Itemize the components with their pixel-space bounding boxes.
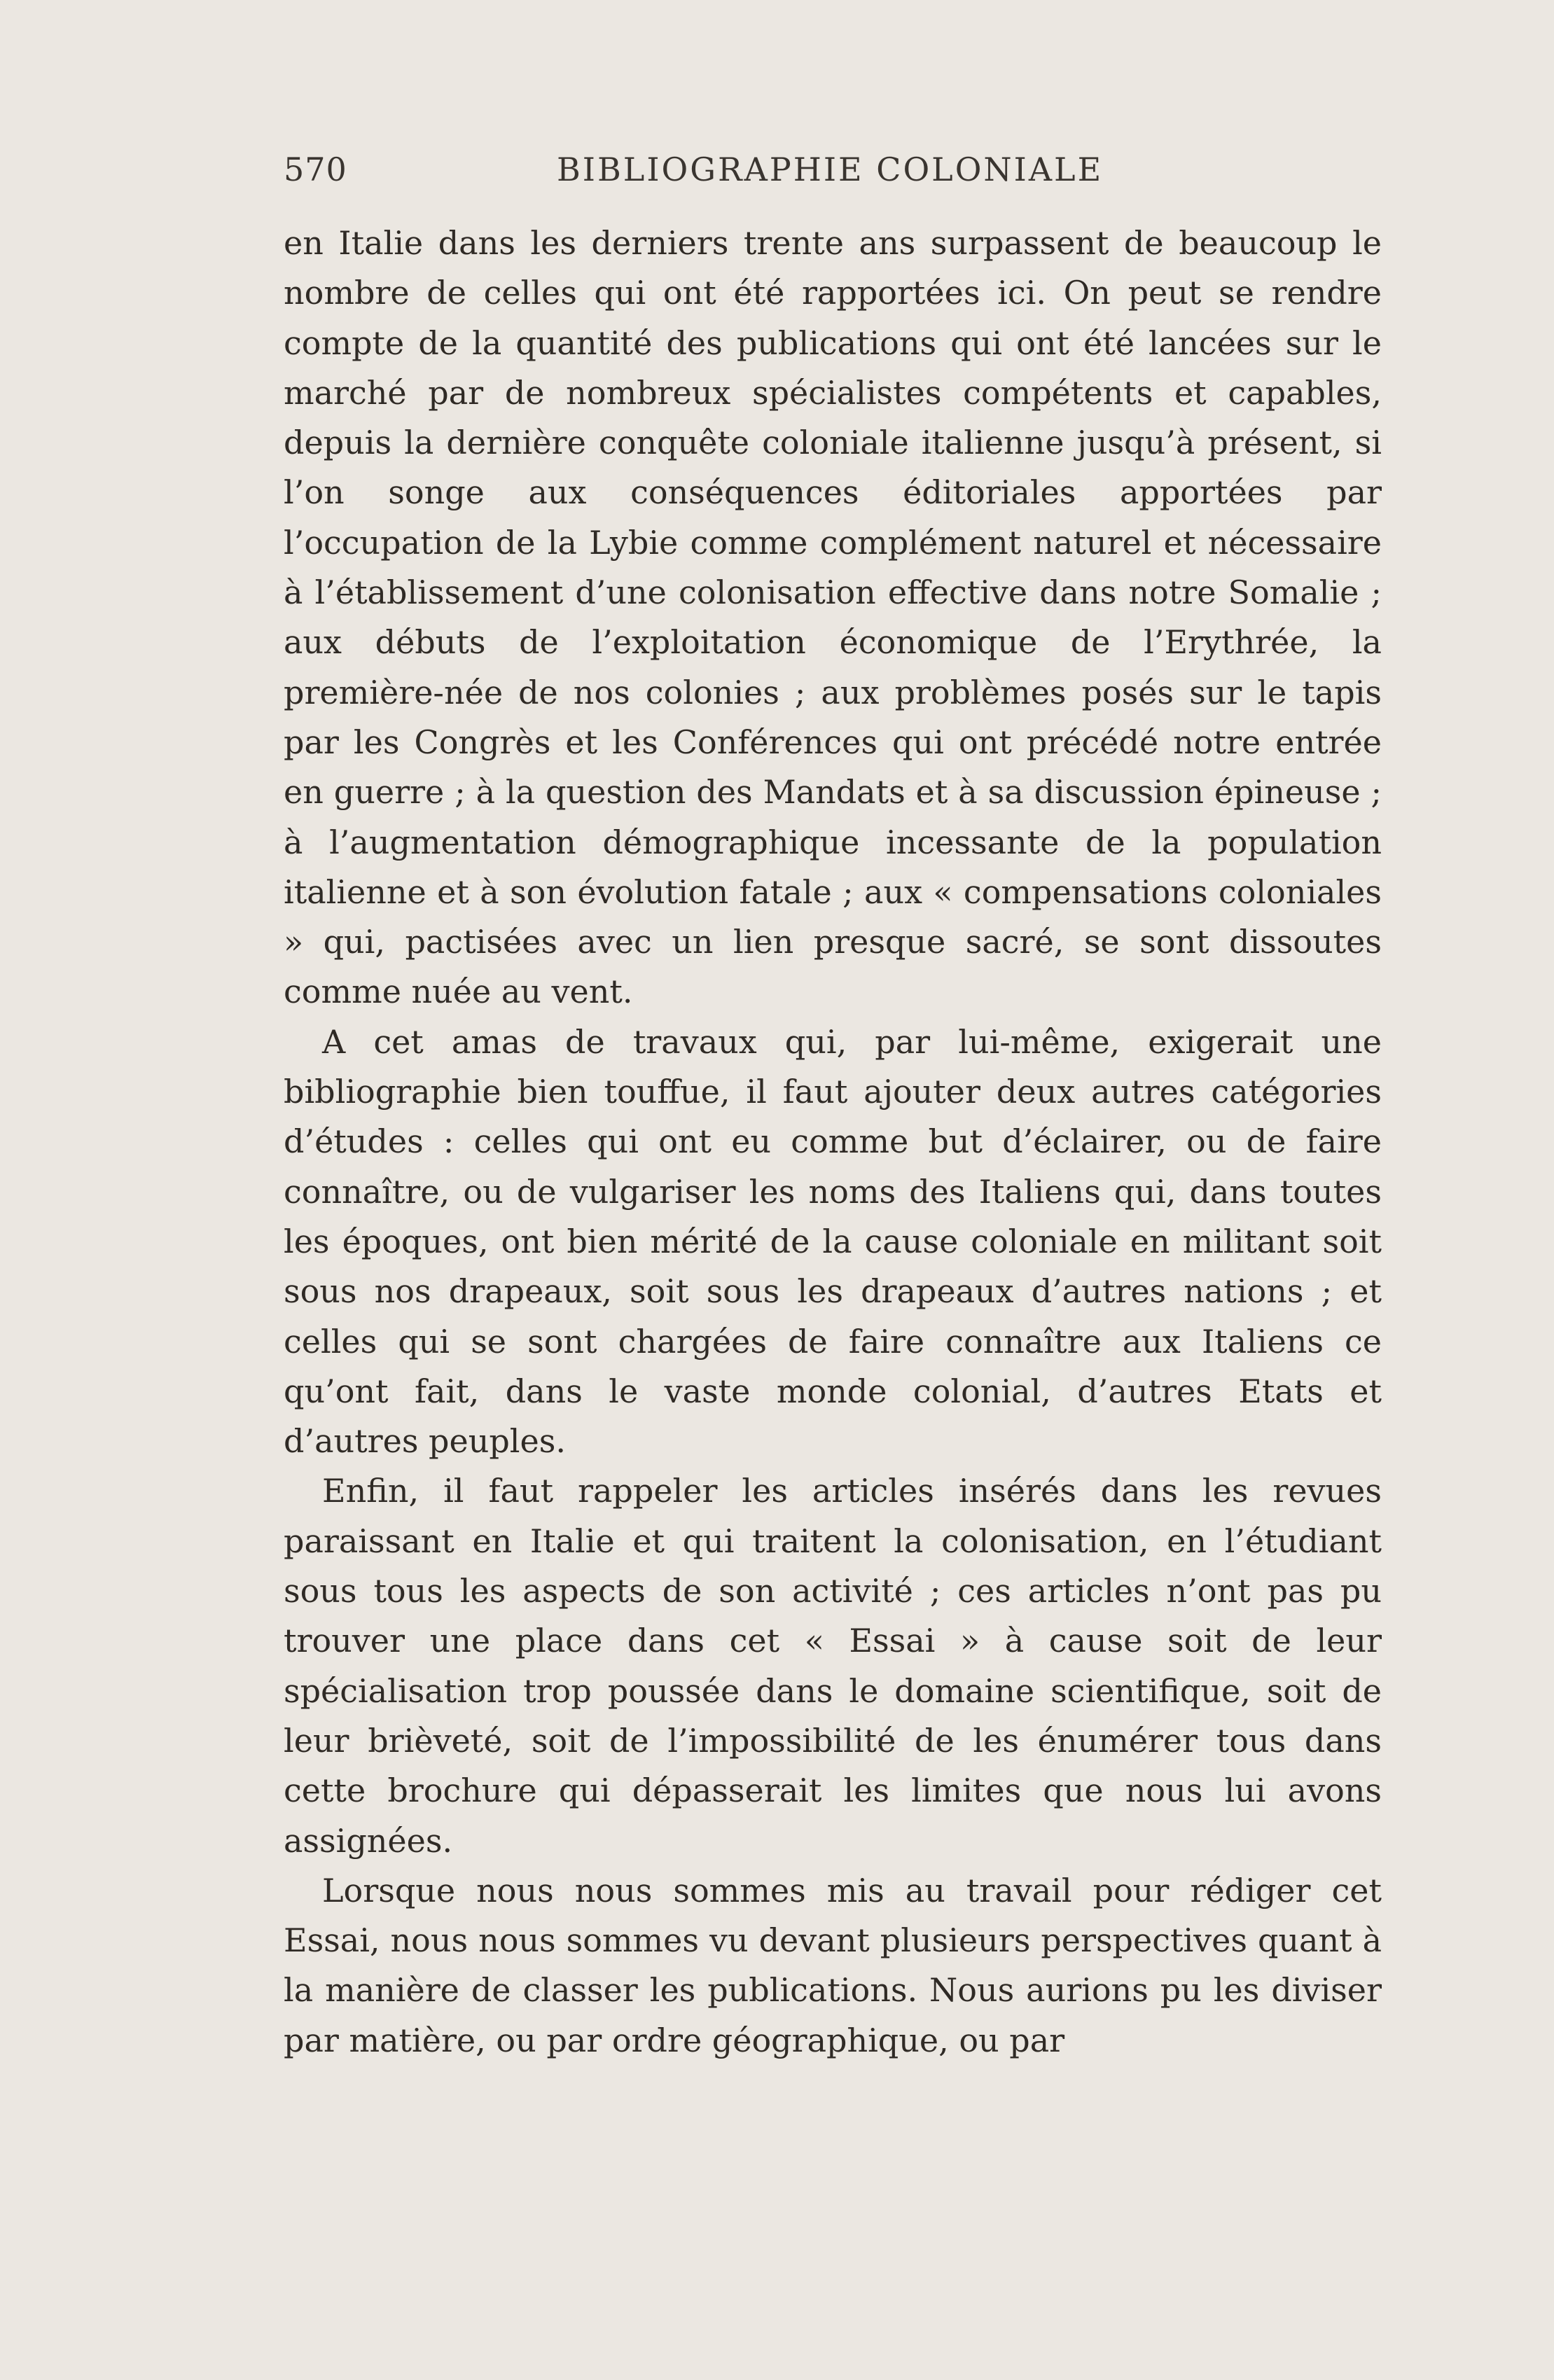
paragraph: A cet amas de travaux qui, par lui-même, exigerait une bibliographie bien touffue, il faut ajouter deux autres catégories d’études : celles qui ont eu comme but d’éclairer, ou de faire connaître, ou de vulgariser les noms des Italiens qui, dans toutes les époques, ont bien mérité de la cause coloniale en militant soit sous nos drapeaux, soit sous les drapeaux d’autres nations ; et celles qui se sont chargées de faire connaître aux Italiens ce qu’ont fait, dans le vaste monde colonial, d’autres Etats et d’autres peuples. <box>284 1022 1382 1461</box>
page-number: 570 <box>284 151 347 188</box>
paragraph: en Italie dans les derniers trente ans surpassent de beaucoup le nombre de celles qui ont été rapportées ici. On peut se rendre compte de la quantité des publications qui ont été lancées sur le marché par de nombreux spécialistes compétents et capables, depuis la dernière conquête coloniale italienne jusqu’à présent, si l’on songe aux conséquences éditoriales apportées par l’occupation de la Lybie comme complément naturel et nécessaire à l’établissement d’une colonisation effective dans notre Somalie ; aux débuts de l’exploitation économique de l’Erythrée, la première-née de nos colonies ; aux problèmes posés sur le tapis par les Congrès et les Conférences qui ont précédé notre entrée en guerre ; à la question des Mandats et à sa discussion épineuse ; à l’augmentation démographique incessante de la population italienne et à son évolution fatale ; aux « compensations coloniales » qui, pactisées avec un lien presque sacré, se sont dissoutes comme nuée au vent. <box>284 224 1382 1011</box>
paragraph: Lorsque nous nous sommes mis au travail pour rédiger cet Essai, nous nous sommes vu devant plusieurs perspectives quant à la manière de classer les publications. Nous aurions pu les diviser par matière, ou par ordre géographique, ou par <box>284 1871 1382 2059</box>
body-text <box>284 218 1382 2066</box>
running-head <box>284 151 1390 200</box>
running-title: BIBLIOGRAPHIE COLONIALE <box>557 151 1104 188</box>
paragraph: Enfin, il faut rappeler les articles insérés dans les revues paraissant en Italie et qui traitent la colonisation, en l’étudiant sous tous les aspects de son activité ; ces articles n’ont pas pu trouver une place dans cet « Essai » à cause soit de leur spécialisation trop poussée dans le domaine scientifique, soit de leur brièveté, soit de l’impossibilité de les énumérer tous dans cette brochure qui dépasserait les limites que nous lui avons assignées. <box>284 1472 1382 1860</box>
